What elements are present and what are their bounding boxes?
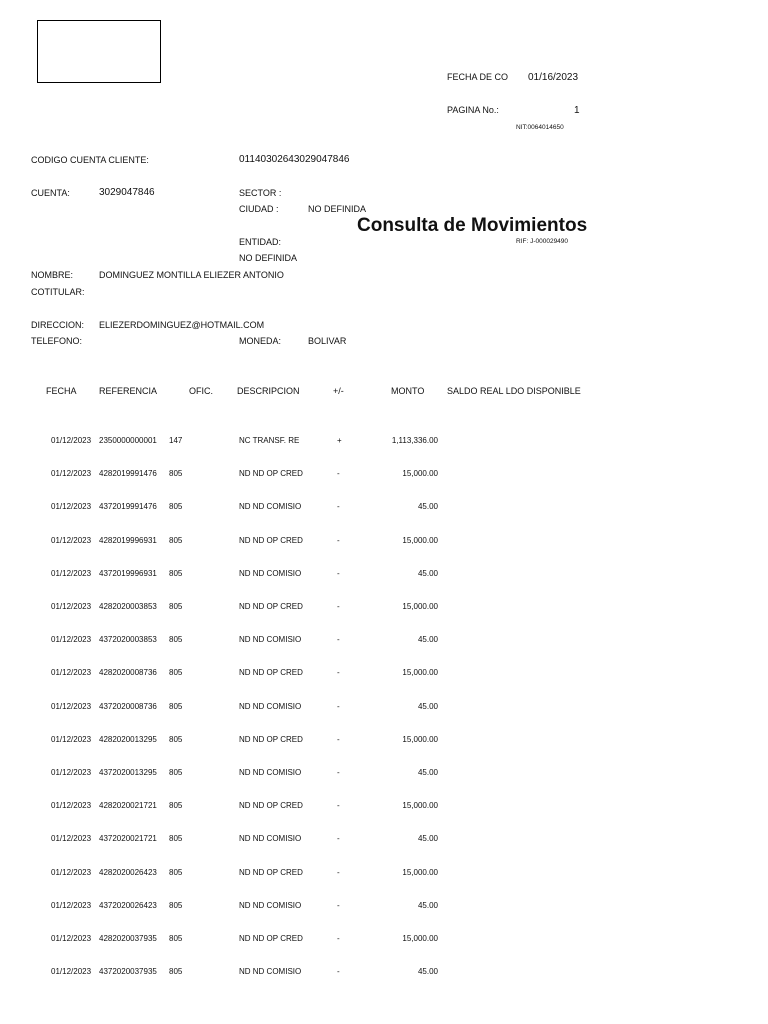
row-fecha: 01/12/2023 bbox=[51, 868, 92, 877]
row-referencia: 4282020013295 bbox=[99, 735, 157, 744]
col-ofic: OFIC. bbox=[189, 386, 213, 396]
row-monto: 15,000.00 bbox=[402, 735, 438, 744]
codigo-label: CODIGO CUENTA CLIENTE: bbox=[31, 155, 149, 165]
cuenta-value: 3029047846 bbox=[99, 187, 155, 198]
row-descripcion: ND ND OP CRED bbox=[239, 735, 303, 744]
direccion-label: DIRECCION: bbox=[31, 320, 85, 330]
row-fecha: 01/12/2023 bbox=[51, 735, 92, 744]
row-fecha: 01/12/2023 bbox=[51, 536, 92, 545]
rif: RIF: J-000029490 bbox=[516, 238, 569, 245]
ciudad-value: NO DEFINIDA bbox=[308, 204, 367, 214]
row-descripcion: ND ND COMISIO bbox=[239, 967, 302, 976]
ciudad-label: CIUDAD : bbox=[239, 204, 279, 214]
row-sign: - bbox=[337, 735, 340, 744]
row-descripcion: ND ND COMISIO bbox=[239, 901, 302, 910]
row-descripcion: ND ND OP CRED bbox=[239, 469, 303, 478]
row-descripcion: ND ND OP CRED bbox=[239, 801, 303, 810]
table-row bbox=[0, 602, 768, 616]
row-ofic: 805 bbox=[169, 469, 183, 478]
row-fecha: 01/12/2023 bbox=[51, 569, 92, 578]
row-monto: 1,113,336.00 bbox=[391, 436, 438, 445]
row-fecha: 01/12/2023 bbox=[51, 901, 92, 910]
table-row bbox=[0, 635, 768, 649]
moneda-label: MONEDA: bbox=[239, 336, 282, 346]
table-row bbox=[0, 436, 768, 450]
row-monto: 45.00 bbox=[417, 834, 438, 843]
row-monto: 45.00 bbox=[417, 768, 438, 777]
row-descripcion: ND ND OP CRED bbox=[239, 934, 303, 943]
row-descripcion: ND ND COMISIO bbox=[239, 502, 302, 511]
row-ofic: 805 bbox=[169, 569, 183, 578]
row-monto: 45.00 bbox=[417, 967, 438, 976]
row-fecha: 01/12/2023 bbox=[51, 702, 92, 711]
row-referencia: 4282020003853 bbox=[99, 602, 157, 611]
table-row bbox=[0, 502, 768, 516]
row-sign: - bbox=[337, 469, 340, 478]
row-referencia: 4282019996931 bbox=[99, 536, 157, 545]
row-descripcion: ND ND COMISIO bbox=[239, 834, 302, 843]
row-descripcion: ND ND OP CRED bbox=[239, 668, 303, 677]
table-row bbox=[0, 569, 768, 583]
row-sign: - bbox=[337, 569, 340, 578]
row-referencia: 4282020037935 bbox=[99, 934, 157, 943]
table-row bbox=[0, 934, 768, 948]
row-referencia: 4372020013295 bbox=[99, 768, 157, 777]
row-fecha: 01/12/2023 bbox=[51, 668, 92, 677]
row-ofic: 805 bbox=[169, 901, 183, 910]
row-sign: - bbox=[337, 536, 340, 545]
row-fecha: 01/12/2023 bbox=[51, 967, 92, 976]
row-sign: - bbox=[337, 502, 340, 511]
row-fecha: 01/12/2023 bbox=[51, 635, 92, 644]
row-sign: - bbox=[337, 801, 340, 810]
table-row bbox=[0, 801, 768, 815]
row-sign: - bbox=[337, 934, 340, 943]
pagina-label: PAGINA No.: bbox=[447, 105, 499, 115]
row-referencia: 4282020008736 bbox=[99, 668, 157, 677]
table-row bbox=[0, 735, 768, 749]
row-fecha: 01/12/2023 bbox=[51, 934, 92, 943]
row-descripcion: ND ND OP CRED bbox=[239, 602, 303, 611]
row-fecha: 01/12/2023 bbox=[51, 801, 92, 810]
row-ofic: 805 bbox=[169, 502, 183, 511]
row-descripcion: ND ND COMISIO bbox=[239, 702, 302, 711]
telefono-label: TELEFONO: bbox=[31, 336, 83, 346]
row-descripcion: ND ND COMISIO bbox=[239, 569, 302, 578]
row-descripcion: ND ND OP CRED bbox=[239, 536, 303, 545]
row-monto: 45.00 bbox=[417, 569, 438, 578]
direccion-value: ELIEZERDOMINGUEZ@HOTMAIL.COM bbox=[99, 320, 265, 330]
col-monto: MONTO bbox=[391, 386, 425, 396]
row-monto: 15,000.00 bbox=[402, 602, 438, 611]
row-ofic: 147 bbox=[169, 436, 183, 445]
row-sign: - bbox=[337, 868, 340, 877]
pagina-value: 1 bbox=[574, 105, 580, 116]
row-sign: + bbox=[337, 436, 342, 445]
row-ofic: 805 bbox=[169, 602, 183, 611]
row-descripcion: NC TRANSF. RE bbox=[239, 436, 300, 445]
row-ofic: 805 bbox=[169, 702, 183, 711]
row-sign: - bbox=[337, 967, 340, 976]
nit: NIT:0064014650 bbox=[516, 124, 564, 131]
row-monto: 45.00 bbox=[417, 901, 438, 910]
row-ofic: 805 bbox=[169, 868, 183, 877]
table-row bbox=[0, 702, 768, 716]
moneda-value: BOLIVAR bbox=[308, 336, 347, 346]
table-row bbox=[0, 834, 768, 848]
row-referencia: 4372020037935 bbox=[99, 967, 157, 976]
row-referencia: 4282020026423 bbox=[99, 868, 157, 877]
table-row bbox=[0, 536, 768, 550]
row-sign: - bbox=[337, 768, 340, 777]
logo-placeholder-box bbox=[37, 20, 161, 83]
row-sign: - bbox=[337, 635, 340, 644]
row-ofic: 805 bbox=[169, 735, 183, 744]
codigo-value: 01140302643029047846 bbox=[239, 154, 350, 165]
row-ofic: 805 bbox=[169, 536, 183, 545]
row-sign: - bbox=[337, 702, 340, 711]
row-ofic: 805 bbox=[169, 834, 183, 843]
row-monto: 45.00 bbox=[417, 702, 438, 711]
row-referencia: 4372019991476 bbox=[99, 502, 157, 511]
row-monto: 15,000.00 bbox=[402, 536, 438, 545]
row-sign: - bbox=[337, 668, 340, 677]
row-referencia: 4372020021721 bbox=[99, 834, 157, 843]
row-monto: 15,000.00 bbox=[402, 668, 438, 677]
fecha-value: 01/16/2023 bbox=[528, 72, 579, 83]
entidad-value: NO DEFINIDA bbox=[239, 253, 298, 263]
row-fecha: 01/12/2023 bbox=[51, 436, 92, 445]
sector-label: SECTOR : bbox=[239, 188, 282, 198]
nombre-value: DOMINGUEZ MONTILLA ELIEZER ANTONIO bbox=[99, 270, 284, 280]
cotitular-label: COTITULAR: bbox=[31, 287, 85, 297]
row-ofic: 805 bbox=[169, 768, 183, 777]
row-referencia: 4282019991476 bbox=[99, 469, 157, 478]
nombre-label: NOMBRE: bbox=[31, 270, 74, 280]
row-sign: - bbox=[337, 834, 340, 843]
row-referencia: 4372020026423 bbox=[99, 901, 157, 910]
col-fecha: FECHA bbox=[46, 386, 77, 396]
row-referencia: 4282020021721 bbox=[99, 801, 157, 810]
table-row bbox=[0, 668, 768, 682]
table-row bbox=[0, 967, 768, 981]
row-fecha: 01/12/2023 bbox=[51, 768, 92, 777]
row-descripcion: ND ND COMISIO bbox=[239, 768, 302, 777]
table-row bbox=[0, 469, 768, 483]
row-ofic: 805 bbox=[169, 801, 183, 810]
row-fecha: 01/12/2023 bbox=[51, 502, 92, 511]
col-referencia: REFERENCIA bbox=[99, 386, 158, 396]
row-monto: 45.00 bbox=[417, 635, 438, 644]
row-ofic: 805 bbox=[169, 967, 183, 976]
page-title: Consulta de Movimientos bbox=[357, 215, 588, 236]
row-monto: 15,000.00 bbox=[402, 801, 438, 810]
col-saldo: SALDO REAL LDO DISPONIBLE bbox=[447, 386, 581, 396]
cuenta-label: CUENTA: bbox=[31, 188, 70, 198]
row-ofic: 805 bbox=[169, 934, 183, 943]
row-monto: 15,000.00 bbox=[402, 868, 438, 877]
entidad-label: ENTIDAD: bbox=[239, 237, 282, 247]
col-descripcion: DESCRIPCION bbox=[237, 386, 300, 396]
row-referencia: 2350000000001 bbox=[99, 436, 157, 445]
row-monto: 15,000.00 bbox=[402, 469, 438, 478]
row-referencia: 4372020008736 bbox=[99, 702, 157, 711]
table-row bbox=[0, 901, 768, 915]
row-ofic: 805 bbox=[169, 635, 183, 644]
row-referencia: 4372020003853 bbox=[99, 635, 157, 644]
row-referencia: 4372019996931 bbox=[99, 569, 157, 578]
row-monto: 15,000.00 bbox=[402, 934, 438, 943]
row-descripcion: ND ND OP CRED bbox=[239, 868, 303, 877]
row-sign: - bbox=[337, 602, 340, 611]
row-sign: - bbox=[337, 901, 340, 910]
row-ofic: 805 bbox=[169, 668, 183, 677]
table-row bbox=[0, 868, 768, 882]
row-monto: 45.00 bbox=[417, 502, 438, 511]
table-row bbox=[0, 768, 768, 782]
col-sign: +/- bbox=[333, 386, 344, 396]
row-fecha: 01/12/2023 bbox=[51, 834, 92, 843]
row-fecha: 01/12/2023 bbox=[51, 602, 92, 611]
fecha-label: FECHA DE CO bbox=[447, 72, 509, 82]
row-fecha: 01/12/2023 bbox=[51, 469, 92, 478]
row-descripcion: ND ND COMISIO bbox=[239, 635, 302, 644]
